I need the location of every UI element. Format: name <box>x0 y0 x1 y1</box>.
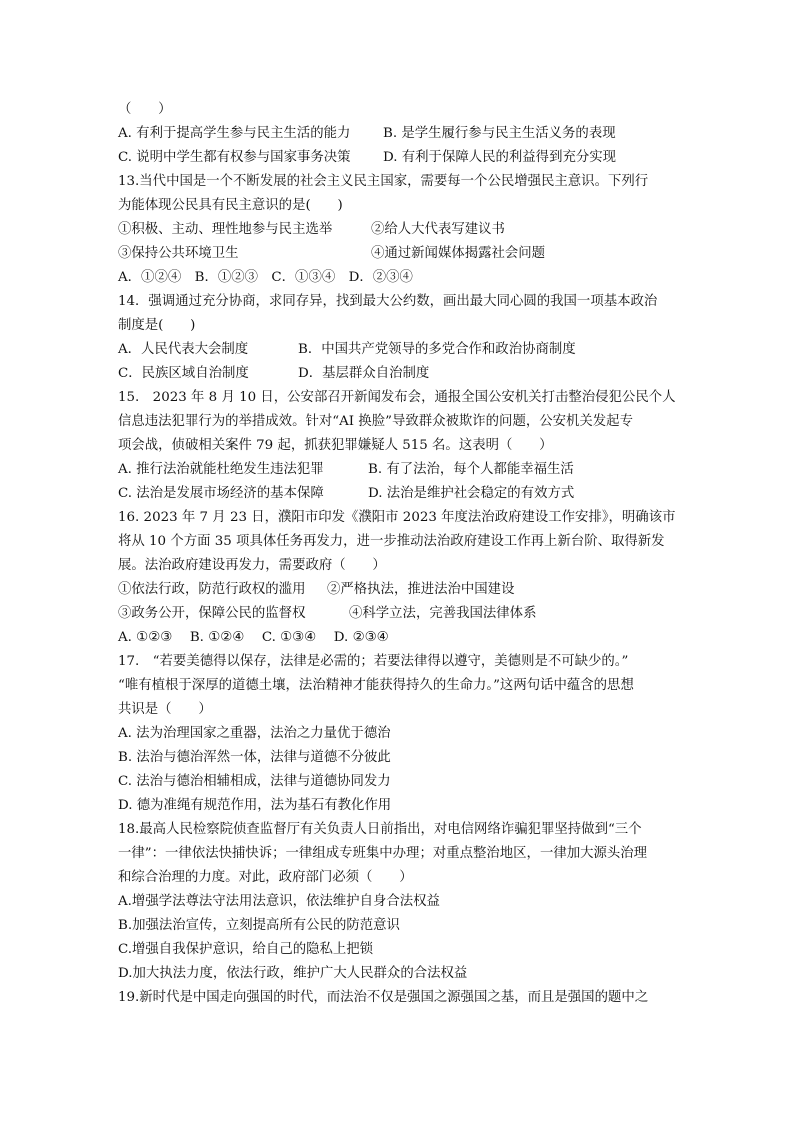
q16-item-3: ③政务公开，保障公民的监督权 <box>118 606 306 621</box>
q14-options-row-2 <box>118 362 686 386</box>
q14-option-c[interactable]: C．民族区域自治制度 <box>118 366 249 381</box>
exam-page <box>118 98 686 1010</box>
q14-option-b[interactable]: B．中国共产党领导的多党合作和政治协商制度 <box>298 342 576 357</box>
q12-option-b[interactable]: B. 是学生履行参与民主生活义务的表现 <box>383 126 616 141</box>
q13-item-1: ①积极、主动、理性地参与民主选举 <box>118 222 333 237</box>
q18-stem-line-3: 和综合治理的力度。对此，政府部门必须（ ） <box>118 870 413 885</box>
q15-stem-line-1: 15. 2023 年 8 月 10 日，公安部召开新闻发布会，通报全国公安机关打击整治侵犯公民个人 <box>118 390 676 405</box>
q13-items-row-1 <box>118 218 686 242</box>
q16-choices[interactable]: A. ①②③ B. ①②④ C. ①③④ D. ②③④ <box>118 630 389 645</box>
q15-option-b[interactable]: B. 有了法治，每个人都能幸福生活 <box>368 462 574 477</box>
q17-option-c[interactable]: C. 法治与德治相辅相成，法律与道德协同发力 <box>118 774 391 789</box>
q13-stem-line-2: 为能体现公民具有民主意识的是( ) <box>118 198 343 213</box>
q18-option-b[interactable]: B.加强法治宣传，立刻提高所有公民的防范意识 <box>118 918 400 933</box>
q16-item-4: ④科学立法，完善我国法律体系 <box>349 606 537 621</box>
q15-option-c[interactable]: C. 法治是发展市场经济的基本保障 <box>118 486 324 501</box>
q17-option-b[interactable]: B. 法治与德治浑然一体，法律与道德不分彼此 <box>118 750 391 765</box>
q16-items-row-1 <box>118 578 686 602</box>
q16-items-row-2 <box>118 602 686 626</box>
q16-stem-line-2: 将从 10 个方面 35 项具体任务再发力，进一步推动法治政府建设工作再上新台阶、取得新发 <box>118 534 665 549</box>
q14-stem-line-1: 14．强调通过充分协商，求同存异，找到最大公约数，画出最大同心圆的我国一项基本政治 <box>118 294 658 309</box>
q16-stem-line-3: 展。法治政府建设再发力，需要政府（ ） <box>118 558 386 573</box>
q14-option-a[interactable]: A．人民代表大会制度 <box>118 342 249 357</box>
q15-stem-line-3: 项会战，侦破相关案件 79 起，抓获犯罪嫌疑人 515 名。这表明（ ） <box>118 438 553 453</box>
q12-option-d[interactable]: D. 有利于保障人民的利益得到充分实现 <box>383 150 617 165</box>
q15-stem-line-2: 信息违法犯罪行为的举措成效。针对“AI 换脸”导致群众被欺诈的问题，公安机关发起专 <box>118 414 633 429</box>
q17-option-a[interactable]: A. 法为治理国家之重器，法治之力量优于德治 <box>118 726 391 741</box>
q15-options-row-2 <box>118 482 686 506</box>
q12-option-a[interactable]: A. 有利于提高学生参与民主生活的能力 <box>118 126 351 141</box>
q18-stem-line-2: 一律”：一律依法快捕快诉；一律组成专班集中办理；对重点整治地区，一律加大源头治理 <box>118 846 648 861</box>
q18-option-a[interactable]: A.增强学法尊法守法用法意识，依法维护自身合法权益 <box>118 894 440 909</box>
q17-stem-line-2: “唯有植根于深厚的道德土壤，法治精神才能获得持久的生命力。”这两句话中蕴含的思想 <box>118 678 634 693</box>
q16-stem-line-1: 16. 2023 年 7 月 23 日，濮阳市印发《濮阳市 2023 年度法治政府建设工作安排》，明确该市 <box>118 510 676 525</box>
q12-options-row-2 <box>118 146 686 170</box>
q13-items-row-2 <box>118 242 686 266</box>
q17-stem-line-3: 共识是（ ） <box>118 702 212 717</box>
q14-option-d[interactable]: D．基层群众自治制度 <box>298 366 430 381</box>
q13-item-2: ②给人大代表写建议书 <box>371 222 505 237</box>
q17-option-d[interactable]: D. 德为准绳有规范作用，法为基石有教化作用 <box>118 798 392 813</box>
q14-stem-line-2: 制度是( ) <box>118 318 196 333</box>
q13-item-4: ④通过新闻媒体揭露社会问题 <box>371 246 546 261</box>
q14-options-row-1 <box>118 338 686 362</box>
q18-stem-line-1: 18.最高人民检察院侦查监督厅有关负责人日前指出，对电信网络诈骗犯罪坚持做到“三个 <box>118 822 642 837</box>
q12-option-c[interactable]: C. 说明中学生都有权参与国家事务决策 <box>118 150 351 165</box>
q18-option-d[interactable]: D.加大执法力度，依法行政，维护广大人民群众的合法权益 <box>118 966 468 981</box>
q17-stem-line-1: 17. “若要美德得以保存，法律是必需的；若要法律得以遵守，美德则是不可缺少的。” <box>118 654 629 669</box>
q13-stem-line-1: 13.当代中国是一个不断发展的社会主义民主国家，需要每一个公民增强民主意识。下列行 <box>118 174 649 189</box>
q15-option-a[interactable]: A. 推行法治就能杜绝发生违法犯罪 <box>118 462 324 477</box>
q15-options-row-1 <box>118 458 686 482</box>
q13-item-3: ③保持公共环境卫生 <box>118 246 239 261</box>
q15-option-d[interactable]: D. 法治是维护社会稳定的有效方式 <box>368 486 575 501</box>
q18-option-c[interactable]: C.增强自我保护意识，给自己的隐私上把锁 <box>118 942 374 957</box>
q12-options-row-1 <box>118 122 686 146</box>
q16-item-2: ②严格执法，推进法治中国建设 <box>327 582 515 597</box>
q13-choices[interactable]: A．①②④ B．①②③ C．①③④ D．②③④ <box>118 270 413 285</box>
q16-item-1: ①依法行政，防范行政权的滥用 <box>118 582 306 597</box>
q19-stem-line-1: 19.新时代是中国走向强国的时代，而法治不仅是强国之源强国之基，而且是强国的题中之 <box>118 990 649 1005</box>
q12-answer-bracket: （ ） <box>118 102 172 117</box>
